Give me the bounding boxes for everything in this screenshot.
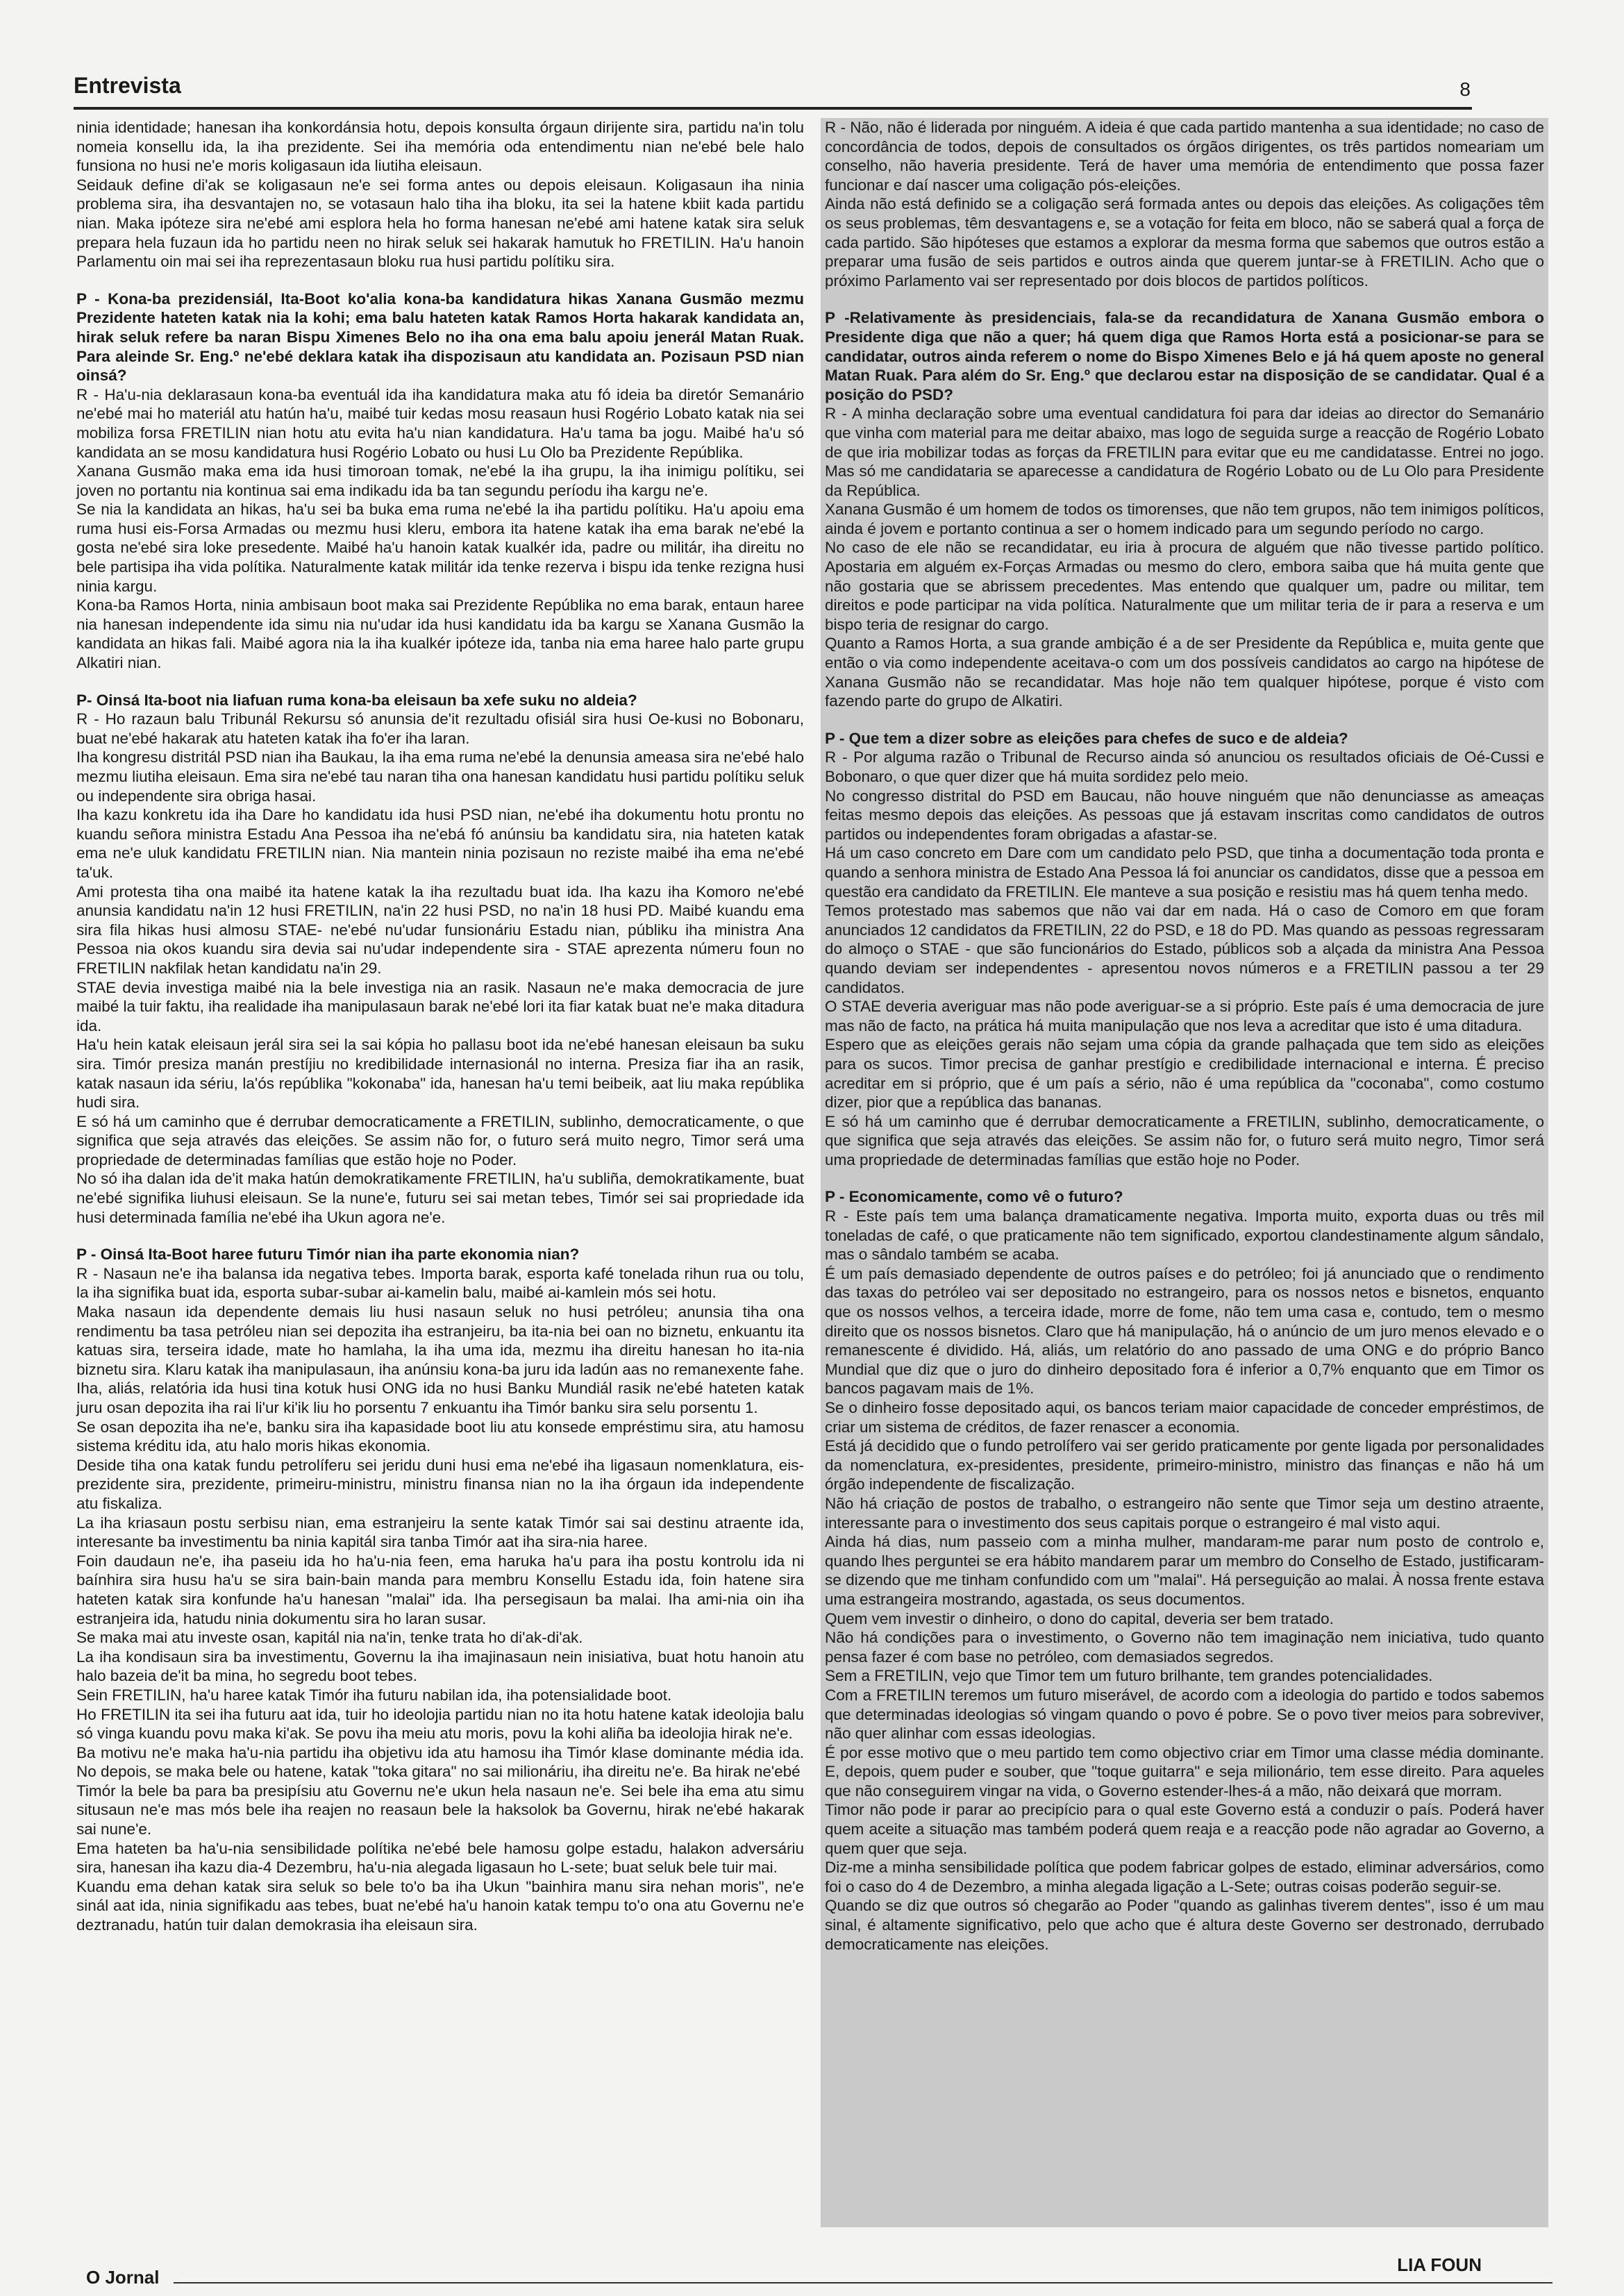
body-paragraph: Deside tiha ona katak fundu petrolíferu sei jeridu duni husi ema ne'ebé iha ligasaun nomenklatura, eis-prezidente sira, prezidente, primeiru-ministru, ministru finansa nian no la iha órgaun ida independente atu fiskaliza. [76, 1456, 804, 1512]
section-title: Entrevista [74, 73, 181, 98]
header-rule [74, 107, 1472, 110]
body-paragraph: La iha kriasaun postu serbisu nian, ema estranjeiru la sente katak Timór sai sai destinu atraente ida, interesante ba investimentu ba ninia kapitál sira tanba Timór aat iha sira-nia haree. [76, 1514, 804, 1551]
page-number: 8 [1459, 78, 1471, 100]
question-paragraph: P - Que tem a dizer sobre as eleições para chefes de suco e de aldeia? [825, 729, 1348, 747]
body-paragraph: Ema hateten ba ha'u-nia sensibilidade polítika ne'ebé bele hamosu golpe estadu, halakon adversáriu sira, hanesan iha kazu dia-4 Dezembru, ha'u-nia alegada ligasaun ho L-sete; buat seluk bele tuir mai. [76, 1839, 804, 1877]
body-paragraph: ninia identidade; hanesan iha konkordánsia hotu, depois konsulta órgaun dirijente sira, partidu na'in tolu nomeia konsellu ida, la iha prezidente. Sei iha memória oda entendimentu nian ne'ebé bele halo funsiona no husi ne'e moris koligasaun ida liutiha eleisaun. [76, 119, 804, 175]
body-paragraph: Quanto a Ramos Horta, a sua grande ambição é a de ser Presidente da República e, muita gente que então o via como independente aceitava-o com um dos possíveis candidatos ao cargo na hipótese de Xanana Gusmão não se recandidatar. Mas hoje não tem qualquer hipótese, porque é visto com fazendo parte do grupo de Alkatiri. [825, 635, 1544, 710]
body-paragraph: Há um caso concreto em Dare com um candidato pelo PSD, que tinha a documentação toda pronta e quando a senhora ministra de Estado Ana Pessoa lá foi anunciar os candidatos, disse que a pessoa em questão era candidato da FRETILIN. Ele manteve a sua posição e resistiu mas há quem tenha medo. [825, 844, 1544, 900]
body-paragraph: Kuandu ema dehan katak sira seluk so bele to'o ba iha Ukun "bainhira manu sira nehan moris", ne'e sinál aat ida, ninia signifikadu aas tebes, buat ne'ebé ha'u hanoin katak tempu to'o ona atu Governu ne'e deztranadu, hatún tuir dalan demokrasia iha eleisaun sira. [76, 1877, 804, 1934]
body-paragraph: Se maka mai atu investe osan, kapitál nia na'in, tenke trata ho di'ak-di'ak. [76, 1629, 583, 1647]
body-paragraph: É por esse motivo que o meu partido tem como objectivo criar em Timor uma classe média dominante. E, depois, quem puder e souber, que "toque guitarra" e seja milionário, tem esse direito. Para aqueles que não conseguirem vingar na vida, o Governo estender-lhes-á a mão, não deixará que morram. [825, 1743, 1544, 1800]
body-paragraph: R - Não, não é liderada por ninguém. A ideia é que cada partido mantenha a sua identidade; no caso de concordância de todos, depois de consultados os órgãos dirigentes, os três partidos nomeariam um conselho, não haveria presidente. Terá de haver uma memória de entendimento que possa fazer funcionar e daí nascer uma coligação pós-eleições. [825, 119, 1544, 194]
body-paragraph: Foin daudaun ne'e, iha paseiu ida ho ha'u-nia feen, ema haruka ha'u para iha postu kontrolu ida ni baínhira sira husu ha'u se sira bain-bain manda para membru Konsellu Estadu ida, foin hatene sira hateten katak sira konfunde ha'u hanesan "malai" ida. Iha persegisaun ba malai. Iha ami-nia oin iha estranjeira ida, hatudu ninia dokumentu sira ho laran susar. [76, 1552, 804, 1627]
body-paragraph: Se o dinheiro fosse depositado aqui, os bancos teriam maior capacidade de conceder empréstimos, de criar um sistema de créditos, de fazer renascer a economia. [825, 1399, 1544, 1436]
body-paragraph: Ami protesta tiha ona maibé ita hatene katak la iha rezultadu buat ida. Iha kazu iha Komoro ne'ebé anunsia kandidatu na'in 12 husi FRETILIN, na'in 22 husi PSD, no na'in 18 husi PD. Maibé kuandu ema sira fila hikas husi almosu STAE- ne'ebé nu'udar funsionáriu Estadu nian, públiku iha ministra Ana Pessoa nia okos kuandu sira devia sai nu'udar independente sira - STAE aprezenta númeru foun no FRETILIN nakfilak hetan kandidatu na'in 29. [76, 882, 804, 977]
body-paragraph: Sein FRETILIN, ha'u haree katak Timór iha futuru nabilan ida, iha potensialidade boot. [76, 1686, 672, 1704]
body-paragraph: Kona-ba Ramos Horta, ninia ambisaun boot maka sai Prezidente Repúblika no ema barak, entaun haree nia hanesan independente ida simu nia nu'udar ida husi kandidatu ida ba kargu se Xanana Gusmão la kandidata an hikas fali. Maibé agora nia la iha kualkér ipóteze ida, tanba nia ema haree halo parte grupu Alkatiri nian. [76, 596, 804, 672]
body-paragraph: Temos protestado mas sabemos que não vai dar em nada. Há o caso de Comoro em que foram anunciados 12 candidatos da FRETILIN, 22 do PSD, e 18 do PD. Mas quando as pessoas regressaram do almoço o STAE - que são funcionários do Estado, públicos sob a alçada da ministra Ana Pessoa quando deviam ser independentes - apresentou novos números e a FRETILIN passou a ter 29 candidatos. [825, 902, 1544, 996]
body-paragraph: R - A minha declaração sobre uma eventual candidatura foi para dar ideias ao director do Semanário que vinha com material para me deitar abaixo, mas logo de seguida surge a reacção de Rogério Lobato de que iria mobilizar todas as forças da FRETILIN para evitar que eu me candidatasse. Entrei no jogo. Mas só me candidataria se aparecesse a candidatura de Rogério Lobato ou de Lu Olo para Presidente da República. [825, 405, 1544, 499]
body-paragraph: Iha kazu konkretu ida iha Dare ho kandidatu ida husi PSD nian, ne'ebé iha dokumentu hotu prontu no kuandu señora ministra Estadu Ana Pessoa iha ne'ebá fó anúnsiu ba kandidatu sira, nia hateten katak ema ne'e uluk kandidatu FRETILIN nian. Nia mantein ninia pozisaun no reziste maibé iha ema ne'ebé ta'uk. [76, 806, 804, 881]
body-paragraph: Espero que as eleições gerais não sejam uma cópia da grande palhaçada que tem sido as eleições para os sucos. Timor precisa de ganhar prestígio e credibilidade internacional e interna. É preciso acreditar em si próprio, que é um país a sério, não é uma república da "coconaba", como costumo dizer, pior que a república das bananas. [825, 1036, 1544, 1112]
body-paragraph: R - Por alguma razão o Tribunal de Recurso ainda só anunciou os resultados oficiais de Oé-Cussi e Bobonaro, o que quer dizer que há muita sordidez pelo meio. [825, 748, 1544, 785]
question-paragraph: P - Kona-ba prezidensiál, Ita-Boot ko'alia kona-ba kandidatura hikas Xanana Gusmão mezmu Prezidente hateten katak nia la kohi; ema balu hateten katak Ramos Horta hakarak kandidata an, hirak seluk refere ba naran Bispu Ximenes Belo no iha ona ema balu apoiu jenerál Matan Ruak. Para aleinde Sr. Eng.º ne'ebé deklara katak iha dispozisaun atu kandidata an. Pozisaun PSD nian oinsá? [76, 290, 804, 385]
body-paragraph: Iha kongresu distritál PSD nian iha Baukau, la iha ema ruma ne'ebé la denunsia ameasa sira ne'ebé halo mezmu liutiha eleisaun. Ema sira ne'ebé tau naran tiha ona hanesan kandidatu husi partidu polítiku seluk ou independente sira obriga hasai. [76, 748, 804, 805]
body-paragraph: Não há criação de postos de trabalho, o estrangeiro não sente que Timor seja um destino atraente, interessante para o investimento dos seus capitais porque o estrangeiro é mal visto aqui. [825, 1494, 1544, 1532]
body-paragraph: Ainda não está definido se a coligação será formada antes ou depois das eleições. As coligações têm os seus problemas, têm desvantagens e, se a votação for feita em bloco, não se saberá qual a força de cada partido. São hipóteses que estamos a explorar da mesma forma que sabemos que outros estão a preparar uma fusão de seis partidos e outros ainda que querem juntar-se à FRETILIN. Acho que o próximo Parlamento vai ser representado por dois blocos de partidos políticos. [825, 195, 1544, 290]
body-paragraph: No caso de ele não se recandidatar, eu iria à procura de alguém que não tivesse partido político. Apostaria em alguém ex-Forças Armadas ou mesmo do clero, embora saiba que há muita gente que não gostaria que se abrissem precedentes. Mas entendo que qualquer um, padre ou militar, tem direitos e pode participar na vida política. Naturalmente que um militar teria de ir para a reserva e um bispo teria de resignar do cargo. [825, 539, 1544, 633]
body-paragraph: E só há um caminho que é derrubar democraticamente a FRETILIN, sublinho, democraticamente, o que significa que seja através das eleições. Se assim não for, o futuro será muito negro, Timor será uma propriedade de determinadas famílias que estão hoje no Poder. [825, 1112, 1544, 1168]
page-header [74, 73, 1471, 112]
body-paragraph: Ho FRETILIN ita sei iha futuru aat ida, tuir ho ideolojia partidu nian no ita hotu hatene katak ideolojia balu só vinga kuandu povu maka ki'ak. Se povu iha meiu atu moris, povu la kohi aliña ba ideolojia hirak ne'e. [76, 1705, 804, 1743]
body-paragraph: R - Este país tem uma balança dramaticamente negativa. Importa muito, exporta duas ou três mil toneladas de café, o que praticamente não tem significado, exportou clandestinamente algum sândalo, mas o sândalo também se acaba. [825, 1207, 1544, 1264]
body-paragraph: Com a FRETILIN teremos um futuro miserável, de acordo com a ideologia do partido e todos sabemos que determinadas ideologias só vingam quando o povo é pobre. Se o povo tiver meios para sobreviver, não quer alinhar com essas ideologias. [825, 1686, 1544, 1743]
question-paragraph: P - Oinsá Ita-Boot haree futuru Timór nian iha parte ekonomia nian? [76, 1246, 580, 1264]
body-paragraph: Ainda há dias, num passeio com a minha mulher, mandaram-me parar num posto de controlo e, quando lhes perguntei se era hábito mandarem parar um membro do Conselho de Estado, justificaram-se dizendo que me tinham confundido com um "malai". Há perseguição ao malai. À nossa frente estava uma estrangeira mostrando, agastada, os seus documentos. [825, 1533, 1544, 1608]
body-paragraph: Sem a FRETILIN, vejo que Timor tem um futuro brilhante, tem grandes potencialidades. [825, 1667, 1433, 1685]
body-paragraph: La iha kondisaun sira ba investimentu, Governu la iha imajinasaun nein inisiativa, buat hotu hanoin atu halo bazeia de'it ba mina, ho segredu boot tebes. [76, 1648, 804, 1685]
publication-name: O Jornal [86, 2267, 160, 2288]
body-paragraph: Ba motivu ne'e maka ha'u-nia partidu iha objetivu ida atu hamosu iha Timór klase dominante média ida. No depois, se maka bele ou hatene, katak "toka gitara" no sai milionáriu, iha direitu ne'e. Ba hirak ne'ebé [76, 1743, 804, 1781]
body-paragraph: R - Ho razaun balu Tribunál Rekursu só anunsia de'it rezultadu ofisiál sira husi Oe-kusi no Bobonaru, buat ne'ebé hakarak atu hateten katak iha fo'er iha laran. [76, 710, 804, 747]
body-paragraph: Está já decidido que o fundo petrolífero vai ser gerido praticamente por gente ligada por personalidades da nomenclatura, ex-presidentes, presidente, primeiro-ministro, ministro das finanças e não há um órgão independente de fiscalização. [825, 1437, 1544, 1493]
body-paragraph: Timór la bele ba para ba presipísiu atu Governu ne'e ukun hela nasaun ne'e. Sei bele iha ema atu simu situsaun ne'e mas mós bele iha reajen no reasaun bele la haksolok ba Governu, hirak ne'ebé hakarak sai nune'e. [76, 1782, 804, 1838]
body-paragraph: Se osan depozita iha ne'e, banku sira iha kapasidade boot liu atu konsede empréstimu sira, atu hamosu sistema kréditu ida, atu halo moris hikas ekonomia. [76, 1418, 804, 1455]
body-paragraph: Xanana Gusmão é um homem de todos os timorenses, que não tem grupos, não tem inimigos políticos, ainda é jovem e portanto continua a ser o homem indicado para um segundo período no cargo. [825, 501, 1544, 537]
body-paragraph: No só iha dalan ida de'it maka hatún demokratikamente FRETILIN, ha'u subliña, demokratikamente, buat ne'ebé signifika liuhusi eleisaun. Se la nune'e, futuru sei sai metan tebes, Timór sei sai propriedade ida husi determinada família ne'ebé iha Ukun agora ne'e. [76, 1170, 804, 1226]
body-paragraph: Não há condições para o investimento, o Governo não tem imaginação nem iniciativa, tudo quanto pensa fazer é com base no petróleo, com demasiados segredos. [825, 1629, 1544, 1666]
body-paragraph: Quem vem investir o dinheiro, o dono do capital, deveria ser bem tratado. [825, 1609, 1334, 1627]
body-paragraph: Se nia la kandidata an hikas, ha'u sei ba buka ema ruma ne'ebé la iha partidu polítiku. Ha'u apoiu ema ruma husi eis-Forsa Armadas ou mezmu husi kleru, embora ita hatene katak iha ema barak ne'ebé la gosta ne'ebé sira loke presedente. Maibé ha'u hanoin katak kualkér ida, padre ou militár, iha direitu no bele partisipa iha vida polítika. Naturalmente katak militár ida tenke rezerva i bispu ida tenke rezigna husi ninia kargu. [76, 501, 804, 595]
question-paragraph: P- Oinsá Ita-boot nia liafuan ruma kona-ba eleisaun ba xefe suku no aldeia? [76, 691, 637, 709]
body-paragraph: STAE devia investiga maibé nia la bele investiga nia an rasik. Nasaun ne'e maka democracia de jure maibé la tuir faktu, iha realidade iha manipulasaun barak ne'ebé lori ita fiar katak buat ne'e maka ditadura ida. [76, 978, 804, 1034]
footer-label: LIA FOUN [1397, 2254, 1482, 2275]
body-paragraph: No congresso distrital do PSD em Baucau, não houve ninguém que não denunciasse as ameaças feitas mesmo depois das eleições. As pessoas que já estavam inscritas como candidatos de outros partidos ou independentes foram obrigadas a afastar-se. [825, 787, 1544, 843]
tetum-column [76, 118, 804, 1935]
body-paragraph: Diz-me a minha sensibilidade política que podem fabricar golpes de estado, eliminar adversários, como foi o caso do 4 de Dezembro, a minha alegada ligação a L-Sete; outras coisas poderão seguir-se. [825, 1859, 1544, 1895]
body-paragraph: R - Ha'u-nia deklarasaun kona-ba eventuál ida iha kandidatura maka atu fó ideia ba diretór Semanário ne'ebé mai ho materiál atu hatún ha'u, maibé tuir kedas mosu reasaun husi Rogério Lobato katak nia sei mobiliza forsa FRETILIN nian hotu atu evita ha'u nian kandidatura. Ha'u tama ba jogu. Maibé ha'u só kandidata an se mosu kandidatura husi Rogério Lobato ou husi Lu Olo ba Prezidente Repúblika. [76, 385, 804, 461]
page-footer [86, 2254, 1482, 2295]
body-paragraph: O STAE deveria averiguar mas não pode averiguar-se a si próprio. Este país é uma democracia de jure mas não de facto, na prática há muita manipulação que nos leva a acreditar que isto é uma ditadura. [825, 998, 1544, 1034]
question-paragraph: P - Economicamente, como vê o futuro? [825, 1188, 1123, 1206]
body-paragraph: R - Nasaun ne'e iha balansa ida negativa tebes. Importa barak, esporta kafé tonelada rihun rua ou tolu, la iha signifika buat ida, esporta subar-subar ai-kamelin balu, maibé ai-kamlein mós sei hotu. [76, 1264, 804, 1302]
body-paragraph: Xanana Gusmão maka ema ida husi timoroan tomak, ne'ebé la iha grupu, la iha inimigu polítiku, sei joven no portantu nia kontinua sai ema indikadu ida ba tan segundu períodu iha kargu ne'e. [76, 462, 804, 499]
body-paragraph: Quando se diz que outros só chegarão ao Poder "quando as galinhas tiverem dentes", isso é um mau sinal, é altamente significativo, pelo que acho que é altura deste Governo ser destronado, derrubado democraticamente nas eleições. [825, 1897, 1544, 1953]
body-paragraph: Ha'u hein katak eleisaun jerál sira sei la sai kópia ho pallasu boot ida ne'ebé hanesan eleisaun ba suku sira. Timór presiza manán prestíjiu no kredibilidade internasionál no interna. Presiza fiar iha an rasik, katak nasaun ida sériu, la'ós repúblika "kokonaba" ida, hanesan ha'u temi beibeik, aat liu maka repúblika hudi sira. [76, 1036, 804, 1112]
portuguese-column [821, 118, 1548, 2227]
body-paragraph: Timor não pode ir parar ao precipício para o qual este Governo está a conduzir o país. Poderá haver quem aceite a situação mas também poderá quem reaja e a reacção pode não agradar ao Governo, a quem quer que seja. [825, 1801, 1544, 1857]
body-paragraph: E só há um caminho que é derrubar democraticamente a FRETILIN, sublinho, democraticamente, o que significa que seja através das eleições. Se assim não for, o futuro será muito negro, Timor será uma propriedade de determinadas famílias que estão hoje no Poder. [76, 1112, 804, 1168]
body-paragraph: Maka nasaun ida dependente demais liu husi nasaun seluk no husi petróleu; anunsia tiha ona rendimentu ba tasa petróleu nian sei depozita iha estranjeiru, ba ita-nia bei oan no biznetu, enkuantu ita katuas sira, terseira idade, mate ho hamlaha, la iha uma ida, mezmu iha direitu hanesan ho ita-nia biznetu sira. Klaru katak iha manipulasaun, iha anúnsiu kona-ba juru ida ladún aas no remanexente fahe. Iha, aliás, relatória ida husi tina kotuk husi ONG ida no husi Banku Mundiál rasik ne'ebé hateten katak juru osan depozita iha rai li'ur ki'ik liu ho porsentu 7 enkuantu iha Timór banku sira selu porsentu 1. [76, 1303, 804, 1416]
body-paragraph: Seidauk define di'ak se koligasaun ne'e sei forma antes ou depois eleisaun. Koligasaun iha ninia problema sira, iha desvantajen no, se votasaun halo tiha iha bloku, ita sei la hatene kbiit kada partidu nian. Maka ipóteze sira ne'ebé ami esplora hela ho forma hanesan ne'ebé ami hatene katak sira seluk prepara hela fuzaun ida ho partidu neen no hirak seluk sei hakarak hamutuk ho FRETILIN. Ha'u hanoin Parlamentu oin mai sei iha reprezentasaun bloku rua husi partidu polítiku sira. [76, 176, 804, 271]
question-paragraph: P -Relativamente às presidenciais, fala-se da recandidatura de Xanana Gusmão embora o Presidente diga que não a quer; há quem diga que Ramos Horta está a posicionar-se para se candidatar, outros ainda referem o nome do Bispo Ximenes Belo e já há quem aposte no general Matan Ruak. Para além do Sr. Eng.º que declarou estar na disposição de se candidatar. Qual é a posição do PSD? [825, 309, 1544, 403]
footer-rule [174, 2282, 1552, 2284]
body-paragraph: É um país demasiado dependente de outros países e do petróleo; foi já anunciado que o rendimento das taxas do petróleo vai ser depositado no estrangeiro, para os nossos netos e bisnetos, enquanto que os nossos velhos, a terceira idade, morre de fome, não tem uma casa e, contudo, tem o mesmo direito que os nossos bisnetos. Claro que há manipulação, há o anúncio de um juro menos elevado e o remanescente é dividido. Há, aliás, um relatório do ano passado de uma ONG e do próprio Banco Mundial que diz que o juro do dinheiro depositado fora é inferior a 0,7% enquanto que em Timor os bancos pagavam mais de 1%. [825, 1264, 1544, 1398]
